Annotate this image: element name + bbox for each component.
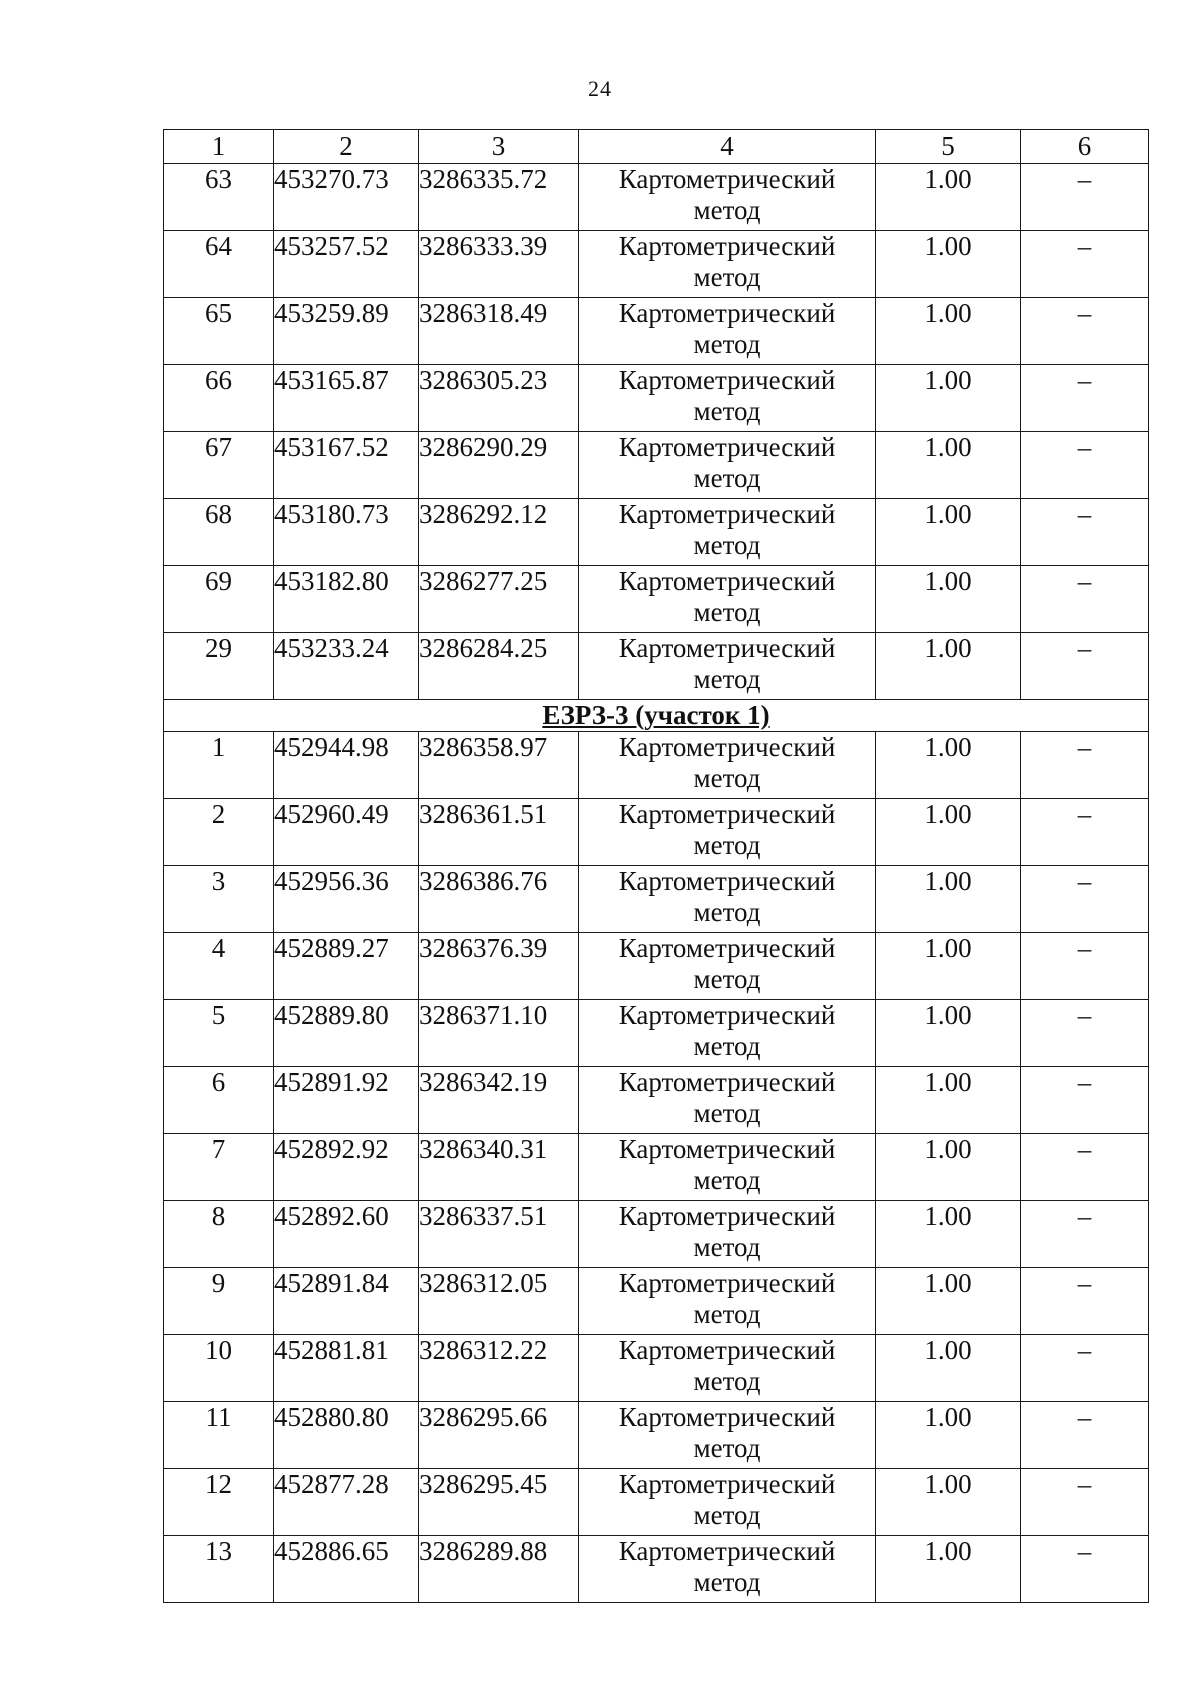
point-number-cell: 63 [164, 164, 274, 231]
y-coordinate-cell: 3286289.88 [419, 1536, 579, 1603]
note-cell: – [1021, 732, 1149, 799]
method-cell [579, 933, 876, 1000]
method-line-2: метод [693, 396, 761, 426]
x-coordinate-cell: 453165.87 [274, 365, 419, 432]
column-header-point-number: 1 [164, 130, 274, 164]
y-coordinate-cell: 3286292.12 [419, 499, 579, 566]
method-line-1: Картометрический [618, 432, 836, 462]
precision-cell: 1.00 [876, 499, 1021, 566]
method-cell [579, 732, 876, 799]
method-line-1: Картометрический [618, 365, 836, 395]
x-coordinate-cell: 452956.36 [274, 866, 419, 933]
x-coordinate-cell: 452877.28 [274, 1469, 419, 1536]
section-heading: ЕЗРЗ-3 (участок 1) [164, 700, 1149, 732]
section-heading-row [164, 700, 1149, 732]
point-number-cell: 67 [164, 432, 274, 499]
note-cell: – [1021, 1536, 1149, 1603]
page-number: 24 [588, 76, 612, 101]
point-number-cell: 11 [164, 1402, 274, 1469]
table-row [164, 298, 1149, 365]
method-cell [579, 231, 876, 298]
coordinates-table [163, 129, 1149, 1603]
note-cell: – [1021, 432, 1149, 499]
y-coordinate-cell: 3286337.51 [419, 1201, 579, 1268]
method-line-1: Картометрический [618, 1201, 836, 1231]
column-header-x: 2 [274, 130, 419, 164]
method-line-2: метод [693, 964, 761, 994]
method-line-1: Картометрический [618, 1067, 836, 1097]
y-coordinate-cell: 3286340.31 [419, 1134, 579, 1201]
method-line-2: метод [693, 463, 761, 493]
method-line-2: метод [693, 664, 761, 694]
x-coordinate-cell: 453182.80 [274, 566, 419, 633]
column-header-y: 3 [419, 130, 579, 164]
method-line-1: Картометрический [618, 1134, 836, 1164]
column-header-method: 4 [579, 130, 876, 164]
method-line-2: метод [693, 1031, 761, 1061]
x-coordinate-cell: 452886.65 [274, 1536, 419, 1603]
method-line-2: метод [693, 262, 761, 292]
method-cell [579, 1134, 876, 1201]
precision-cell: 1.00 [876, 164, 1021, 231]
x-coordinate-cell: 452944.98 [274, 732, 419, 799]
point-number-cell: 2 [164, 799, 274, 866]
method-cell [579, 566, 876, 633]
x-coordinate-cell: 452891.84 [274, 1268, 419, 1335]
y-coordinate-cell: 3286335.72 [419, 164, 579, 231]
method-cell [579, 298, 876, 365]
point-number-cell: 13 [164, 1536, 274, 1603]
note-cell: – [1021, 1268, 1149, 1335]
table-row [164, 732, 1149, 799]
y-coordinate-cell: 3286318.49 [419, 298, 579, 365]
note-cell: – [1021, 231, 1149, 298]
note-cell: – [1021, 1000, 1149, 1067]
point-number-cell: 5 [164, 1000, 274, 1067]
method-line-1: Картометрический [618, 799, 836, 829]
method-cell [579, 1402, 876, 1469]
table-row [164, 365, 1149, 432]
note-cell: – [1021, 1067, 1149, 1134]
precision-cell: 1.00 [876, 1134, 1021, 1201]
method-cell [579, 1469, 876, 1536]
y-coordinate-cell: 3286386.76 [419, 866, 579, 933]
method-line-1: Картометрический [618, 1402, 836, 1432]
method-line-2: метод [693, 1567, 761, 1597]
method-line-2: метод [693, 597, 761, 627]
precision-cell: 1.00 [876, 1536, 1021, 1603]
method-cell [579, 1335, 876, 1402]
precision-cell: 1.00 [876, 566, 1021, 633]
method-line-1: Картометрический [618, 566, 836, 596]
method-cell [579, 633, 876, 700]
table-row [164, 1402, 1149, 1469]
method-line-2: метод [693, 1299, 761, 1329]
point-number-cell: 66 [164, 365, 274, 432]
precision-cell: 1.00 [876, 298, 1021, 365]
precision-cell: 1.00 [876, 1335, 1021, 1402]
precision-cell: 1.00 [876, 1402, 1021, 1469]
method-cell [579, 866, 876, 933]
table-row [164, 231, 1149, 298]
method-cell [579, 799, 876, 866]
precision-cell: 1.00 [876, 1067, 1021, 1134]
y-coordinate-cell: 3286290.29 [419, 432, 579, 499]
point-number-cell: 29 [164, 633, 274, 700]
y-coordinate-cell: 3286361.51 [419, 799, 579, 866]
method-cell [579, 1536, 876, 1603]
x-coordinate-cell: 452891.92 [274, 1067, 419, 1134]
note-cell: – [1021, 298, 1149, 365]
x-coordinate-cell: 453233.24 [274, 633, 419, 700]
x-coordinate-cell: 452889.27 [274, 933, 419, 1000]
method-cell [579, 1067, 876, 1134]
point-number-cell: 69 [164, 566, 274, 633]
table-row [164, 1536, 1149, 1603]
y-coordinate-cell: 3286295.45 [419, 1469, 579, 1536]
note-cell: – [1021, 1134, 1149, 1201]
method-line-2: метод [693, 329, 761, 359]
method-cell [579, 499, 876, 566]
column-header-note: 6 [1021, 130, 1149, 164]
method-cell [579, 1201, 876, 1268]
coordinates-table-body [164, 130, 1149, 1603]
x-coordinate-cell: 452889.80 [274, 1000, 419, 1067]
note-cell: – [1021, 499, 1149, 566]
method-line-1: Картометрический [618, 231, 836, 261]
point-number-cell: 6 [164, 1067, 274, 1134]
table-row [164, 799, 1149, 866]
method-cell [579, 365, 876, 432]
y-coordinate-cell: 3286284.25 [419, 633, 579, 700]
method-line-2: метод [693, 897, 761, 927]
point-number-cell: 3 [164, 866, 274, 933]
table-row [164, 566, 1149, 633]
method-line-1: Картометрический [618, 499, 836, 529]
method-line-2: метод [693, 1500, 761, 1530]
point-number-cell: 8 [164, 1201, 274, 1268]
precision-cell: 1.00 [876, 799, 1021, 866]
method-cell [579, 432, 876, 499]
table-row [164, 1469, 1149, 1536]
y-coordinate-cell: 3286312.05 [419, 1268, 579, 1335]
note-cell: – [1021, 1335, 1149, 1402]
table-row [164, 1134, 1149, 1201]
precision-cell: 1.00 [876, 933, 1021, 1000]
note-cell: – [1021, 633, 1149, 700]
note-cell: – [1021, 164, 1149, 231]
point-number-cell: 65 [164, 298, 274, 365]
precision-cell: 1.00 [876, 866, 1021, 933]
precision-cell: 1.00 [876, 1201, 1021, 1268]
column-header-precision: 5 [876, 130, 1021, 164]
y-coordinate-cell: 3286376.39 [419, 933, 579, 1000]
point-number-cell: 68 [164, 499, 274, 566]
method-line-2: метод [693, 830, 761, 860]
y-coordinate-cell: 3286342.19 [419, 1067, 579, 1134]
y-coordinate-cell: 3286305.23 [419, 365, 579, 432]
y-coordinate-cell: 3286333.39 [419, 231, 579, 298]
method-line-1: Картометрический [618, 1000, 836, 1030]
method-line-1: Картометрический [618, 1335, 836, 1365]
precision-cell: 1.00 [876, 732, 1021, 799]
method-cell [579, 1268, 876, 1335]
table-row [164, 164, 1149, 231]
method-line-1: Картометрический [618, 866, 836, 896]
method-line-1: Картометрический [618, 732, 836, 762]
point-number-cell: 12 [164, 1469, 274, 1536]
method-line-1: Картометрический [618, 298, 836, 328]
method-line-1: Картометрический [618, 1469, 836, 1499]
x-coordinate-cell: 453180.73 [274, 499, 419, 566]
point-number-cell: 4 [164, 933, 274, 1000]
precision-cell: 1.00 [876, 365, 1021, 432]
method-line-1: Картометрический [618, 1536, 836, 1566]
table-row [164, 1067, 1149, 1134]
method-line-2: метод [693, 530, 761, 560]
table-row [164, 1000, 1149, 1067]
x-coordinate-cell: 452892.60 [274, 1201, 419, 1268]
note-cell: – [1021, 933, 1149, 1000]
note-cell: – [1021, 566, 1149, 633]
x-coordinate-cell: 452960.49 [274, 799, 419, 866]
table-row [164, 866, 1149, 933]
y-coordinate-cell: 3286312.22 [419, 1335, 579, 1402]
method-line-1: Картометрический [618, 933, 836, 963]
y-coordinate-cell: 3286277.25 [419, 566, 579, 633]
note-cell: – [1021, 1201, 1149, 1268]
precision-cell: 1.00 [876, 1469, 1021, 1536]
method-line-2: метод [693, 763, 761, 793]
precision-cell: 1.00 [876, 633, 1021, 700]
method-line-2: метод [693, 1098, 761, 1128]
x-coordinate-cell: 452892.92 [274, 1134, 419, 1201]
precision-cell: 1.00 [876, 231, 1021, 298]
method-line-2: метод [693, 1366, 761, 1396]
method-line-2: метод [693, 195, 761, 225]
note-cell: – [1021, 866, 1149, 933]
table-row [164, 1201, 1149, 1268]
table-row [164, 1335, 1149, 1402]
method-cell [579, 1000, 876, 1067]
point-number-cell: 64 [164, 231, 274, 298]
point-number-cell: 9 [164, 1268, 274, 1335]
table-row [164, 633, 1149, 700]
method-line-2: метод [693, 1433, 761, 1463]
method-cell [579, 164, 876, 231]
x-coordinate-cell: 452881.81 [274, 1335, 419, 1402]
point-number-cell: 10 [164, 1335, 274, 1402]
table-row [164, 499, 1149, 566]
note-cell: – [1021, 1402, 1149, 1469]
table-row [164, 1268, 1149, 1335]
y-coordinate-cell: 3286371.10 [419, 1000, 579, 1067]
x-coordinate-cell: 453270.73 [274, 164, 419, 231]
point-number-cell: 7 [164, 1134, 274, 1201]
note-cell: – [1021, 365, 1149, 432]
precision-cell: 1.00 [876, 432, 1021, 499]
point-number-cell: 1 [164, 732, 274, 799]
y-coordinate-cell: 3286295.66 [419, 1402, 579, 1469]
header-row [164, 130, 1149, 164]
method-line-1: Картометрический [618, 633, 836, 663]
x-coordinate-cell: 453257.52 [274, 231, 419, 298]
x-coordinate-cell: 452880.80 [274, 1402, 419, 1469]
precision-cell: 1.00 [876, 1000, 1021, 1067]
x-coordinate-cell: 453167.52 [274, 432, 419, 499]
method-line-2: метод [693, 1165, 761, 1195]
note-cell: – [1021, 1469, 1149, 1536]
precision-cell: 1.00 [876, 1268, 1021, 1335]
method-line-2: метод [693, 1232, 761, 1262]
table-row [164, 933, 1149, 1000]
note-cell: – [1021, 799, 1149, 866]
table-row [164, 432, 1149, 499]
method-line-1: Картометрический [618, 164, 836, 194]
method-line-1: Картометрический [618, 1268, 836, 1298]
x-coordinate-cell: 453259.89 [274, 298, 419, 365]
y-coordinate-cell: 3286358.97 [419, 732, 579, 799]
